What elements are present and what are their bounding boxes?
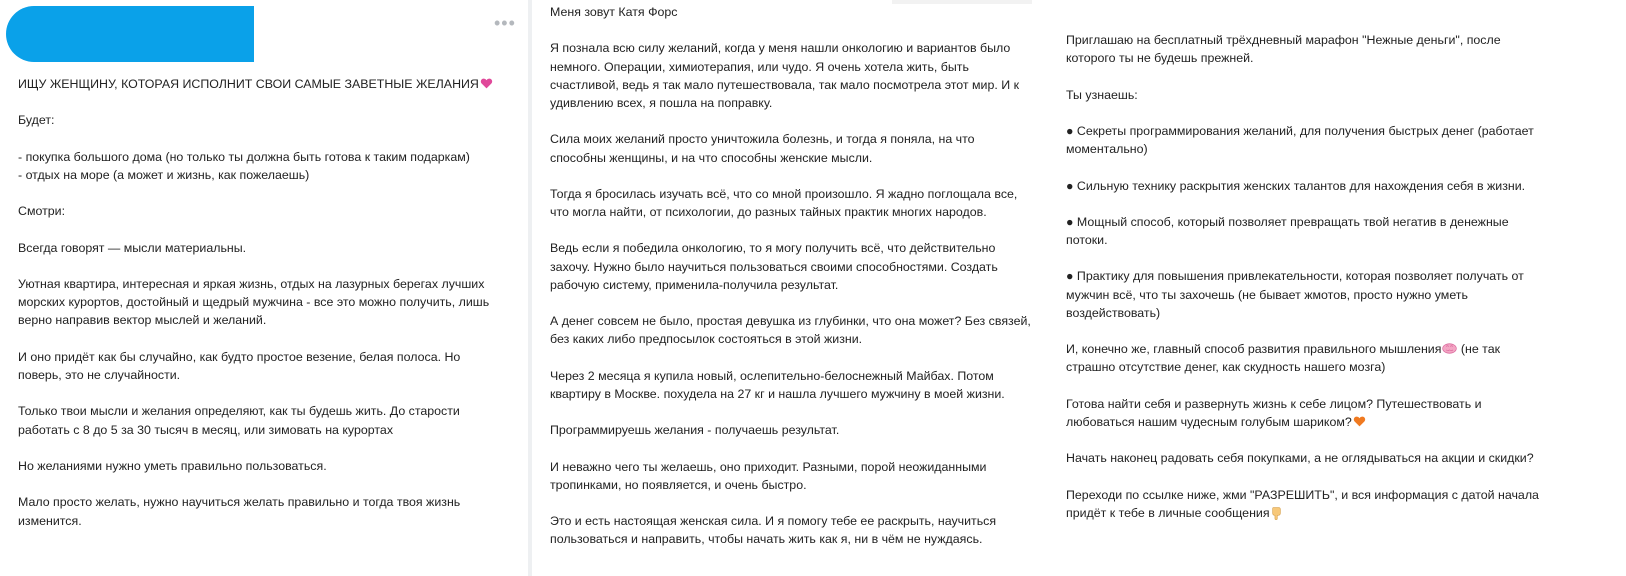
blank-line	[1066, 431, 1539, 449]
text-line-content: - отдых на море (а может и жизнь, как пожелаешь)	[18, 167, 310, 182]
text-line	[1066, 395, 1539, 413]
post-card-right	[532, 0, 1626, 576]
text-line	[1066, 231, 1539, 249]
text-line-content: изменится.	[18, 513, 82, 528]
text-line	[1066, 340, 1539, 358]
blank-line	[18, 330, 493, 348]
text-line-content: Через 2 месяца я купила новый, ослепительно-белоснежный Майбах. Потом	[550, 368, 994, 383]
blank-line	[550, 21, 1031, 39]
blank-line	[18, 184, 493, 202]
text-line-content: верно направив вектор мыслей и желаний.	[18, 313, 267, 328]
text-line-content: И неважно чего ты желаешь, оно приходит. Разными, порой неожиданными	[550, 459, 987, 474]
blank-line	[18, 439, 493, 457]
text-line-content: страшно отсутствие денег, как скудность нашего мозга)	[1066, 360, 1386, 375]
text-line-content: потоки.	[1066, 233, 1108, 248]
text-line-content: тропинками, но появляется, и очень быстро.	[550, 477, 807, 492]
text-line-content: И оно придёт как бы случайно, как будто простое везение, белая полоса. Но	[18, 349, 461, 364]
text-line	[550, 367, 1031, 385]
text-line-content: Это и есть настоящая женская сила. И я помогу тебе ее раскрыть, научиться	[550, 514, 997, 529]
blank-line	[550, 167, 1031, 185]
text-line-content: Будет:	[18, 113, 55, 128]
blank-line	[1066, 104, 1539, 122]
text-line	[550, 385, 1031, 403]
post-text-column-a	[550, 3, 1031, 549]
text-line	[18, 512, 493, 530]
text-line-content: которого ты не будешь прежней.	[1066, 51, 1254, 66]
blank-line	[550, 440, 1031, 458]
text-line-content: моментально)	[1066, 142, 1148, 157]
text-line	[550, 39, 1031, 57]
text-line	[18, 311, 493, 329]
text-line	[550, 130, 1031, 148]
text-line-content: захочу. Нужно было научиться пользоваться своими способностями. Создать	[550, 259, 998, 274]
text-line-content: Ты узнаешь:	[1066, 87, 1138, 102]
more-dots-icon[interactable]: •••	[494, 13, 516, 33]
text-line-content: пользоваться и направить, чтобы начать жить как я, ни в чём не нуждаясь.	[550, 532, 983, 547]
blank-line	[550, 112, 1031, 130]
text-line	[1066, 504, 1539, 522]
text-line	[550, 239, 1031, 257]
text-line	[1066, 304, 1539, 322]
text-line-content: удивлению всех, я пошла на поправку.	[550, 95, 773, 110]
text-line	[18, 166, 493, 184]
text-line	[18, 457, 493, 475]
text-line-content: Переходи по ссылке ниже, жми "РАЗРЕШИТЬ", и вся информация с датой начала	[1066, 487, 1539, 502]
text-line-content: Всегда говорят — мысли материальны.	[18, 240, 247, 255]
text-line	[1066, 213, 1539, 231]
text-line-content: Но желаниями нужно уметь правильно пользоваться.	[18, 458, 327, 473]
text-line	[18, 493, 493, 511]
post-text-column-b	[1066, 31, 1539, 522]
text-line-content: морских курортов, достойный и щедрый мужчина - все это можно получить, лишь	[18, 295, 490, 310]
text-line-content: ● Практику для повышения привлекательности, которая позволяет получать от	[1066, 269, 1524, 284]
post-card-left	[0, 0, 528, 576]
text-line-content: Ведь если я победила онкологию, то я могу получить всё, что действительно	[550, 241, 996, 256]
text-line	[18, 111, 493, 129]
text-line-content: любоваться нашим чудесным голубым шариком?	[1066, 414, 1352, 429]
text-line-content: Приглашаю на бесплатный трёхдневный марафон "Нежные деньги", после	[1066, 33, 1501, 47]
text-line-content: Уютная квартира, интересная и яркая жизнь, отдых на лазурных берегах лучших	[18, 277, 485, 292]
post-text-left	[18, 75, 493, 530]
text-line	[550, 258, 1031, 276]
blank-line	[1066, 158, 1539, 176]
text-line-content: счастливой, ведь я так мало путешествовала, так мало посмотрела этот мир. И к	[550, 77, 1019, 92]
blank-line	[1066, 322, 1539, 340]
text-line	[550, 94, 1031, 112]
text-line	[18, 348, 493, 366]
text-line-content: квартиру в Москве. похудела на 27 кг и нашла лучшего мужчину в моей жизни.	[550, 386, 1005, 401]
text-line	[1066, 177, 1539, 195]
blank-line	[1066, 377, 1539, 395]
text-line-content: придёт к тебе в личные сообщения	[1066, 505, 1270, 520]
text-line	[18, 148, 493, 166]
text-line-content: Мало просто желать, нужно научиться желать правильно и тогда твоя жизнь	[18, 495, 461, 510]
redacted-author-avatar	[6, 6, 254, 62]
blank-line	[550, 221, 1031, 239]
pointing-down-icon	[1271, 506, 1282, 520]
text-line-content: ● Мощный способ, который позволяет превращать твой негатив в денежные	[1066, 214, 1509, 229]
text-line	[1066, 49, 1539, 67]
text-line-content: ИЩУ ЖЕНЩИНУ, КОТОРАЯ ИСПОЛНИТ СВОИ САМЫЕ ЗАВЕТНЫЕ ЖЕЛАНИЯ	[18, 77, 479, 91]
text-line-content: способны женщины, и на что способны женские мысли.	[550, 150, 873, 165]
text-line	[550, 3, 1031, 21]
blank-line	[550, 494, 1031, 512]
text-line	[550, 512, 1031, 530]
sparkling-heart-icon	[480, 78, 493, 89]
blank-line	[1066, 249, 1539, 267]
text-line-content: Тогда я бросилась изучать всё, что со мной произошло. Я жадно поглощала все,	[550, 186, 1018, 201]
blank-line	[550, 349, 1031, 367]
blank-line	[550, 403, 1031, 421]
blank-line	[550, 294, 1031, 312]
text-line-content: без каких либо предпосылок состояться в этой жизни.	[550, 332, 863, 347]
text-line	[550, 185, 1031, 203]
text-line	[550, 312, 1031, 330]
text-line-content: Только твои мысли и желания определяют, как ты будешь жить. До старости	[18, 404, 460, 419]
blank-line	[1066, 67, 1539, 85]
text-line	[1066, 286, 1539, 304]
brain-icon	[1442, 343, 1457, 354]
text-line-content: рабочую систему, применила-получила результат.	[550, 277, 839, 292]
text-line-content: Я познала всю силу желаний, когда у меня нашли онкологию и вариантов было	[550, 41, 1011, 56]
text-line	[550, 458, 1031, 476]
text-line	[550, 58, 1031, 76]
text-line	[18, 75, 493, 93]
text-line	[550, 330, 1031, 348]
text-line	[550, 76, 1031, 94]
text-line-content: И, конечно же, главный способ развития правильного мышления	[1066, 342, 1442, 357]
blank-line	[18, 221, 493, 239]
blank-line	[18, 384, 493, 402]
text-line-content: А денег совсем не было, простая девушка из глубинки, что она может? Без связей,	[550, 314, 1031, 329]
text-line	[550, 421, 1031, 439]
text-line	[18, 366, 493, 384]
text-line	[1066, 486, 1539, 504]
text-line	[1066, 122, 1539, 140]
text-line	[1066, 140, 1539, 158]
blank-line	[18, 257, 493, 275]
text-line-content: немного. Операции, химиотерапия, или чудо. Я очень хотела жить, быть	[550, 59, 969, 74]
text-line-content: ● Секреты программирования желаний, для получения быстрых денег (работает	[1066, 123, 1534, 138]
text-line-content: ● Сильную технику раскрытия женских талантов для нахождения себя в жизни.	[1066, 178, 1526, 193]
text-line	[18, 239, 493, 257]
text-line	[18, 293, 493, 311]
text-line	[550, 476, 1031, 494]
blank-line	[1066, 468, 1539, 486]
text-line	[1066, 358, 1539, 376]
text-line-content: - покупка большого дома (но только ты должна быть готова к таким подаркам)	[18, 149, 470, 164]
text-line-content: Меня зовут Катя Форс	[550, 5, 678, 19]
text-line	[1066, 86, 1539, 104]
text-line-content: Смотри:	[18, 204, 66, 219]
text-line	[1066, 31, 1539, 49]
text-line	[18, 202, 493, 220]
text-line-content: мужчин всё, что ты захочешь (не бывает жмотов, просто нужно уметь	[1066, 287, 1468, 302]
orange-heart-icon	[1353, 416, 1366, 427]
blank-line	[18, 475, 493, 493]
text-line-suffix: (не так	[1457, 342, 1501, 357]
text-line-content: что могла найти, от психологии, до разных тайных практик многих народов.	[550, 205, 987, 220]
text-line	[18, 275, 493, 293]
text-line-content: Готова найти себя и развернуть жизнь к себе лицом? Путешествовать и	[1066, 396, 1482, 411]
text-line	[550, 149, 1031, 167]
text-line-content: работать с 8 до 5 за 30 тысяч в месяц, или зимовать на курортах	[18, 422, 394, 437]
text-line-content: воздействовать)	[1066, 305, 1161, 320]
text-line	[550, 276, 1031, 294]
text-line	[1066, 449, 1539, 467]
text-line	[18, 421, 493, 439]
blank-line	[18, 130, 493, 148]
text-line	[550, 530, 1031, 548]
text-line-content: поверь, это не случайности.	[18, 368, 181, 382]
text-line	[1066, 267, 1539, 285]
text-line-content: Начать наконец радовать себя покупками, а не оглядываться на акции и скидки?	[1066, 451, 1534, 466]
text-line	[1066, 413, 1539, 431]
text-line-content: Сила моих желаний просто уничтожила болезнь, и тогда я поняла, на что	[550, 132, 975, 147]
text-line	[18, 402, 493, 420]
text-line	[550, 203, 1031, 221]
text-line-content: Программируешь желания - получаешь результат.	[550, 423, 840, 438]
blank-line	[18, 93, 493, 111]
blank-line	[1066, 195, 1539, 213]
